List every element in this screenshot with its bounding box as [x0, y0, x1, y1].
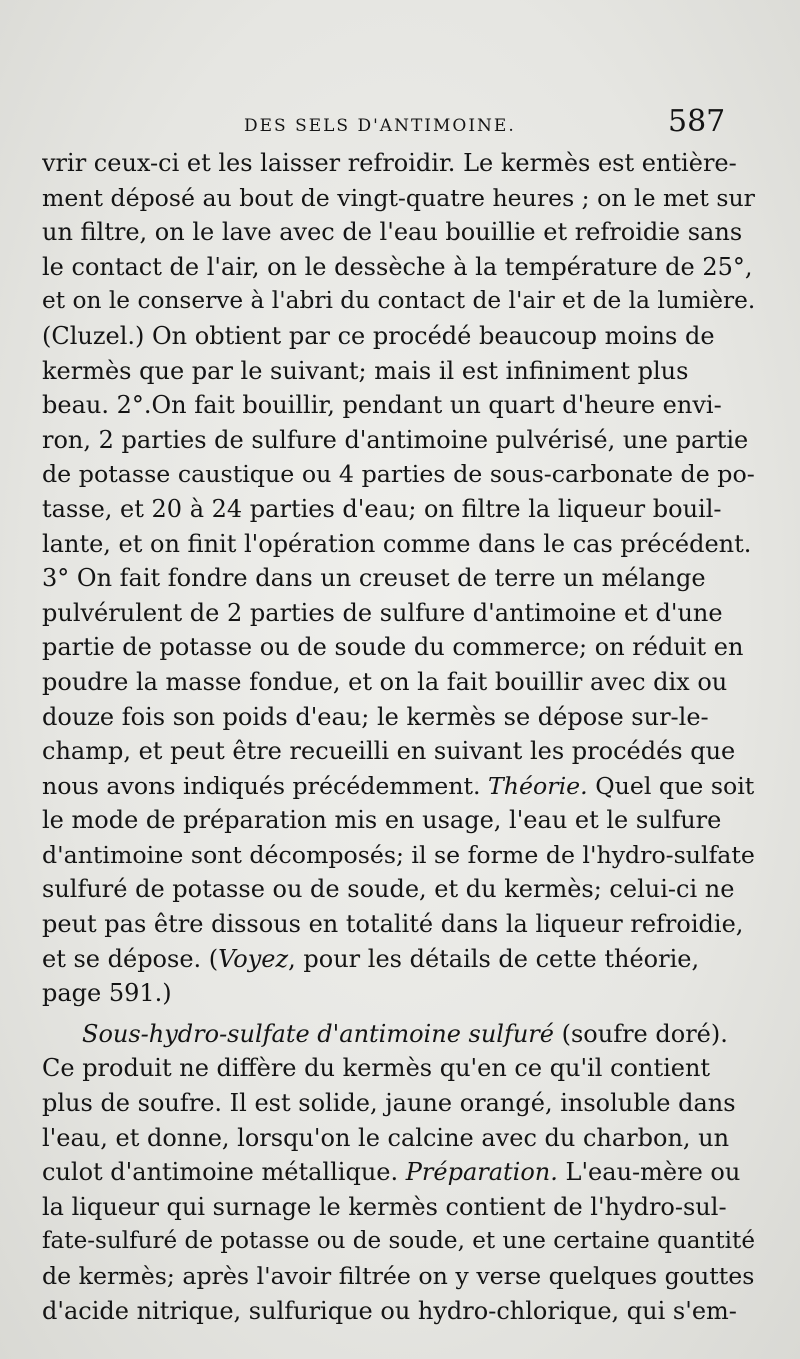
text-line: l'eau, et donne, lorsqu'on le calcine avec du charbon, un [42, 1123, 730, 1152]
text-line [42, 1155, 755, 1190]
text-fragment: culot d'antimoine métallique. [42, 1158, 399, 1187]
text-line: fate-sulfuré de potasse ou de soude, et une certaine quantité [42, 1228, 755, 1255]
text-line [42, 942, 755, 977]
running-title: DES SELS D'ANTIMOINE. [244, 116, 516, 136]
text-line [42, 769, 755, 804]
text-fragment: L'eau-mère ou [557, 1158, 741, 1187]
text-line: de potasse caustique ou 4 parties de sous-carbonate de po- [42, 460, 755, 489]
text-line: de kermès; après l'avoir filtrée on y verse quelques gouttes [42, 1262, 755, 1290]
text-line: un filtre, on le lave avec de l'eau bouillie et refroidie sans [42, 218, 743, 247]
text-line: poudre la masse fondue, et on la fait bouillir avec dix ou [42, 667, 728, 696]
text-fragment: nous avons indiqués précédemment. [42, 771, 481, 800]
italic-reference: Voyez [218, 944, 289, 973]
text-line: champ, et peut être recueilli en suivant les procédés que [42, 737, 736, 766]
text-line: partie de potasse ou de soude du commerce; on réduit en [42, 633, 744, 662]
body-text [42, 146, 755, 1328]
text-line: pulvérulent de 2 parties de sulfure d'antimoine et d'une [42, 598, 723, 627]
italic-heading: Sous-hydro-sulfate d'antimoine sulfuré [82, 1019, 554, 1048]
page-number: 587 [668, 104, 726, 139]
text-line: 3° On fait fondre dans un creuset de terre un mélange [42, 564, 706, 593]
text-line: sulfuré de potasse ou de soude, et du kermès; celui-ci ne [42, 875, 735, 904]
text-line: tasse, et 20 à 24 parties d'eau; on filtre la liqueur bouil- [42, 494, 722, 523]
text-line: le contact de l'air, on le dessèche à la température de 25°, [42, 252, 753, 281]
page-header [0, 104, 800, 144]
text-fragment: Quel que soit [587, 771, 755, 800]
text-fragment: , pour les détails de cette théorie, [288, 944, 700, 973]
text-line: ment déposé au bout de vingt-quatre heures ; on le met sur [42, 183, 755, 212]
text-line: ron, 2 parties de sulfure d'antimoine pulvérisé, une partie [42, 425, 749, 454]
text-fragment: (soufre doré). [553, 1019, 728, 1048]
text-fragment: et se dépose. ( [42, 944, 219, 973]
text-line: beau. 2°.On fait bouillir, pendant un quart d'heure envi- [42, 391, 722, 420]
text-line: et on le conserve à l'abri du contact de l'air et de la lumière. [42, 287, 755, 315]
italic-heading: Théorie. [488, 771, 588, 800]
text-line: vrir ceux-ci et les laisser refroidir. Le kermès est entière- [42, 149, 737, 177]
text-line: la liqueur qui surnage le kermès contient de l'hydro-sul- [42, 1192, 727, 1221]
text-line: d'acide nitrique, sulfurique ou hydro-chlorique, qui s'em- [42, 1296, 737, 1325]
text-line [42, 1017, 755, 1052]
text-line: plus de soufre. Il est solide, jaune orangé, insoluble dans [42, 1089, 736, 1118]
text-line: peut pas être dissous en totalité dans la liqueur refroidie, [42, 910, 744, 939]
text-line: page 591.) [42, 979, 172, 1008]
text-line: lante, et on finit l'opération comme dans le cas précédent. [42, 529, 752, 558]
text-line: d'antimoine sont décomposés; il se forme de l'hydro-sulfate [42, 840, 755, 869]
italic-heading: Préparation. [405, 1158, 558, 1187]
text-line: douze fois son poids d'eau; le kermès se dépose sur-le- [42, 702, 709, 731]
text-line: le mode de préparation mis en usage, l'eau et le sulfure [42, 806, 722, 835]
text-line: kermès que par le suivant; mais il est infiniment plus [42, 356, 689, 385]
text-line: Ce produit ne diffère du kermès qu'en ce qu'il contient [42, 1054, 711, 1083]
text-line: (Cluzel.) On obtient par ce procédé beaucoup moins de [42, 321, 715, 350]
